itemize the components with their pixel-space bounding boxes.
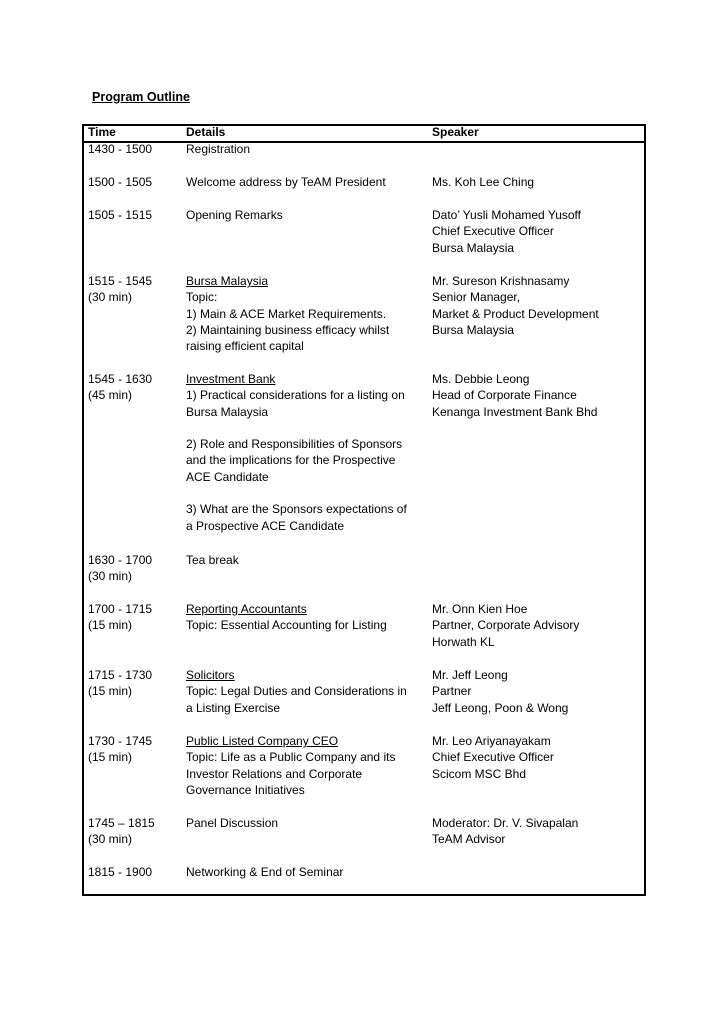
row-details (186, 864, 426, 880)
row-time (88, 273, 183, 306)
speaker-line: Scicom MSC Bhd (432, 766, 527, 781)
speaker-line: Ms. Debbie Leong (432, 372, 530, 386)
details-line: Topic: Legal Duties and Considerations in (186, 684, 407, 699)
time-line: (30 min) (88, 832, 133, 847)
row-details (186, 667, 426, 716)
row-details (186, 174, 426, 190)
row-time (88, 864, 183, 880)
speaker-line: Partner, Corporate Advisory (432, 618, 580, 633)
speaker-line: Chief Executive Officer (432, 750, 554, 765)
details-line: Topic: Essential Accounting for Listing (186, 618, 387, 633)
row-details (186, 141, 426, 157)
time-line: 1515 - 1545 (88, 274, 153, 288)
details-line: and the implications for the Prospective (186, 453, 396, 468)
speaker-line: Partner (432, 684, 472, 699)
row-speaker (432, 601, 642, 650)
speaker-line: Horwath KL (432, 634, 495, 649)
header-time: Time (88, 125, 116, 139)
details-line: a Listing Exercise (186, 700, 281, 715)
row-speaker (432, 174, 642, 190)
speaker-line: Bursa Malaysia (432, 322, 515, 337)
details-line: Investor Relations and Corporate (186, 766, 363, 781)
details-line: Topic: (186, 290, 218, 305)
details-line: Panel Discussion (186, 816, 279, 830)
details-line: Opening Remarks (186, 208, 283, 222)
details-line: 1) Practical considerations for a listing on (186, 388, 405, 403)
time-line: 1730 - 1745 (88, 734, 153, 748)
row-details (186, 371, 426, 534)
row-time (88, 601, 183, 634)
speaker-line: Mr. Sureson Krishnasamy (432, 274, 570, 288)
row-details (186, 601, 426, 634)
time-line: (15 min) (88, 684, 133, 699)
row-speaker (432, 371, 642, 420)
time-line: 1505 - 1515 (88, 208, 153, 222)
row-time (88, 207, 183, 223)
row-details (186, 733, 426, 798)
speaker-line: Ms. Koh Lee Ching (432, 175, 535, 189)
details-line: 2) Maintaining business efficacy whilst (186, 322, 390, 337)
details-line: Bursa Malaysia (186, 404, 269, 419)
details-line: raising efficient capital (186, 339, 304, 354)
row-speaker (432, 815, 642, 848)
row-time (88, 371, 183, 404)
time-line: (15 min) (88, 618, 133, 633)
time-line: (45 min) (88, 388, 133, 403)
details-title: Investment Bank (186, 372, 276, 386)
speaker-line: Jeff Leong, Poon & Wong (432, 700, 569, 715)
time-line: 1500 - 1505 (88, 175, 153, 189)
row-details (186, 207, 426, 223)
speaker-line: Mr. Onn Kien Hoe (432, 602, 528, 616)
row-time (88, 667, 183, 700)
speaker-line: Mr. Jeff Leong (432, 668, 508, 682)
speaker-line: Dato’ Yusli Mohamed Yusoff (432, 208, 581, 222)
speaker-line: Market & Product Development (432, 306, 599, 321)
details-line (186, 420, 426, 436)
speaker-line: Senior Manager, (432, 290, 521, 305)
row-speaker (432, 273, 642, 338)
time-line: 1715 - 1730 (88, 668, 153, 682)
header-details: Details (186, 125, 226, 139)
details-title: Solicitors (186, 668, 235, 682)
row-time (88, 141, 183, 157)
row-details (186, 273, 426, 354)
time-line: 1430 - 1500 (88, 142, 153, 156)
time-line: 1815 - 1900 (88, 865, 153, 879)
speaker-line: Chief Executive Officer (432, 224, 554, 239)
time-line: 1745 – 1815 (88, 816, 155, 830)
row-speaker (432, 733, 642, 782)
details-title: Public Listed Company CEO (186, 734, 339, 748)
speaker-line: Bursa Malaysia (432, 240, 515, 255)
speaker-line: TeAM Advisor (432, 832, 506, 847)
time-line: (30 min) (88, 290, 133, 305)
details-line: 1) Main & ACE Market Requirements. (186, 306, 387, 321)
row-speaker (432, 667, 642, 716)
row-time (88, 174, 183, 190)
details-line: Tea break (186, 553, 239, 567)
details-line: 2) Role and Responsibilities of Sponsors (186, 437, 403, 452)
header-speaker: Speaker (432, 125, 479, 139)
details-line: Topic: Life as a Public Company and its (186, 750, 396, 765)
row-details (186, 552, 426, 568)
row-time (88, 815, 183, 848)
speaker-line: Head of Corporate Finance (432, 388, 577, 403)
speaker-line: Moderator: Dr. V. Sivapalan (432, 816, 579, 830)
details-line: a Prospective ACE Candidate (186, 518, 345, 533)
row-time (88, 552, 183, 585)
details-line: Governance Initiatives (186, 782, 305, 797)
row-time (88, 733, 183, 766)
page-title: Program Outline (92, 90, 190, 104)
time-line: (30 min) (88, 569, 133, 584)
details-title: Reporting Accountants (186, 602, 307, 616)
speaker-line: Mr. Leo Ariyanayakam (432, 734, 551, 748)
time-line: (15 min) (88, 750, 133, 765)
details-line (186, 485, 426, 501)
time-line: 1545 - 1630 (88, 372, 153, 386)
row-details (186, 815, 426, 831)
details-line: Registration (186, 142, 251, 156)
speaker-line: Kenanga Investment Bank Bhd (432, 404, 598, 419)
details-line: 3) What are the Sponsors expectations of (186, 502, 407, 517)
row-speaker (432, 207, 642, 256)
details-line: Networking & End of Seminar (186, 865, 344, 879)
details-line: ACE Candidate (186, 469, 269, 484)
details-title: Bursa Malaysia (186, 274, 269, 288)
time-line: 1700 - 1715 (88, 602, 153, 616)
time-line: 1630 - 1700 (88, 553, 153, 567)
details-line: Welcome address by TeAM President (186, 175, 386, 189)
